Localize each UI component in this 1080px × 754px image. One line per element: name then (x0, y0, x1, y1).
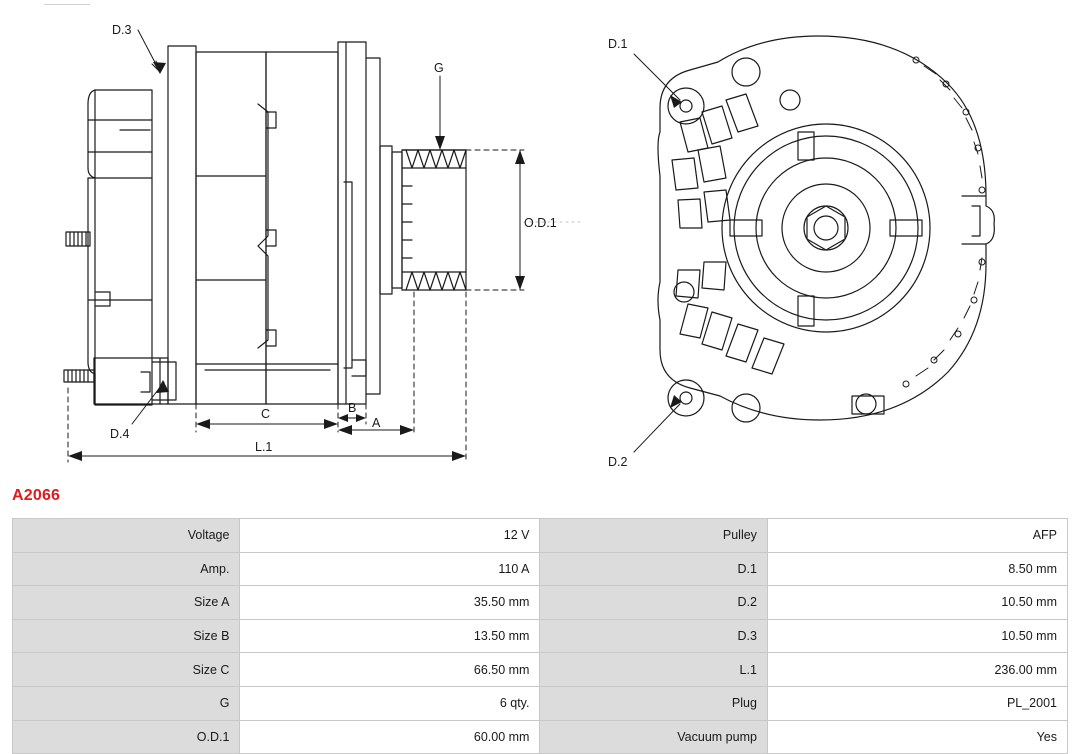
table-row (13, 619, 1068, 653)
table-row (13, 586, 1068, 620)
spec-key-size-a: Size A (13, 586, 240, 620)
table-row (13, 519, 1068, 553)
alternator-stator-body (168, 46, 338, 404)
spec-value-pulley: AFP (767, 519, 1067, 553)
spec-value-size-c: 66.50 mm (240, 653, 540, 687)
spec-key-od1: O.D.1 (13, 720, 240, 754)
table-row (13, 552, 1068, 586)
callout-label-od1: O.D.1 (524, 216, 557, 230)
spec-key-plug: Plug (540, 686, 767, 720)
spec-key-pulley: Pulley (540, 519, 767, 553)
callout-label-d1: D.1 (608, 37, 628, 51)
rear-terminal-studs (64, 232, 94, 382)
spec-key-d1: D.1 (540, 552, 767, 586)
drawing-labels (110, 23, 628, 469)
spec-key-size-b: Size B (13, 619, 240, 653)
spec-key-size-c: Size C (13, 653, 240, 687)
table-row (13, 686, 1068, 720)
spec-key-l1: L.1 (540, 653, 767, 687)
spec-value-d3: 10.50 mm (767, 619, 1067, 653)
spec-value-od1: 60.00 mm (240, 720, 540, 754)
callout-label-d3: D.3 (112, 23, 132, 37)
table-row (13, 653, 1068, 687)
part-number: A2066 (12, 487, 61, 504)
dimension-lines-right (634, 54, 682, 452)
spec-value-vacuum-pump: Yes (767, 720, 1067, 754)
spec-value-size-b: 13.50 mm (240, 619, 540, 653)
callout-label-c: C (261, 407, 271, 421)
specifications-table (12, 518, 1068, 754)
spec-value-g: 6 qty. (240, 686, 540, 720)
spec-value-size-a: 35.50 mm (240, 586, 540, 620)
callout-label-d4: D.4 (110, 427, 130, 441)
callout-label-g: G (434, 61, 444, 75)
callout-label-l1: L.1 (255, 440, 273, 454)
table-row (13, 720, 1068, 754)
rear-mounting-foot (94, 358, 176, 404)
spec-value-d2: 10.50 mm (767, 586, 1067, 620)
spec-key-amp: Amp. (13, 552, 240, 586)
pulley-assembly (344, 146, 466, 376)
callout-label-d2: D.2 (608, 455, 628, 469)
spec-key-vacuum-pump: Vacuum pump (540, 720, 767, 754)
spec-value-d1: 8.50 mm (767, 552, 1067, 586)
spec-key-d3: D.3 (540, 619, 767, 653)
dimension-lines-left (68, 30, 582, 462)
callout-label-a: A (372, 416, 381, 430)
spec-key-g: G (13, 686, 240, 720)
front-drive-end-bracket (338, 42, 380, 404)
spec-value-voltage: 12 V (240, 519, 540, 553)
spec-key-voltage: Voltage (13, 519, 240, 553)
spec-key-d2: D.2 (540, 586, 767, 620)
alternator-front-view (658, 36, 994, 422)
callout-label-b: B (348, 401, 357, 415)
spec-value-l1: 236.00 mm (767, 653, 1067, 687)
spec-value-amp: 110 A (240, 552, 540, 586)
spec-value-plug: PL_2001 (767, 686, 1067, 720)
